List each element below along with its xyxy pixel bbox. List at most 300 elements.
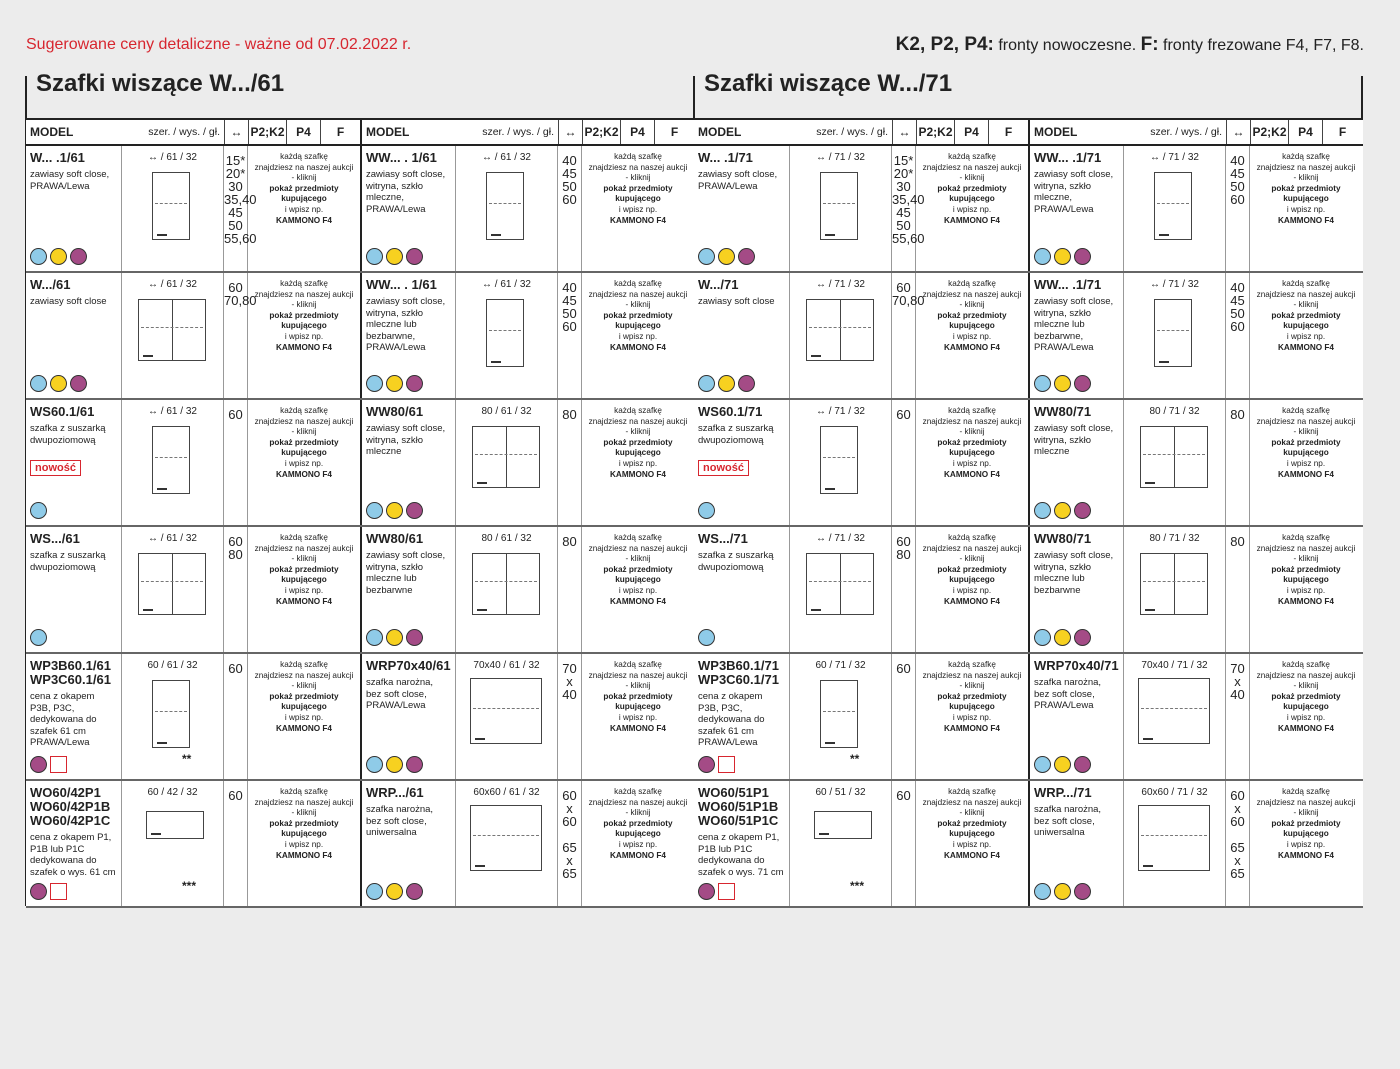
auction-note-line: - kliknij <box>625 173 651 183</box>
table-row <box>694 146 1363 273</box>
auction-note <box>582 400 694 525</box>
dimensions-label: 80 / 61 / 32 <box>481 533 532 544</box>
auction-note-line: kupującego <box>281 448 327 458</box>
model-description: szafka z suszarką dwupoziomową <box>698 550 774 573</box>
front-color-icons <box>698 375 755 392</box>
auction-note-line: KAMMONO F4 <box>1278 850 1334 860</box>
model-name: WS60.1/71 <box>698 404 763 419</box>
drawing-cell <box>456 146 558 271</box>
column-dimensions: szer. / wys. / gł. <box>1150 126 1222 138</box>
auction-note-line: KAMMONO F4 <box>610 342 666 352</box>
auction-note-line: kupującego <box>615 194 661 204</box>
dimensions-label: 80 / 71 / 32 <box>1149 533 1200 544</box>
model-name: WS.../61 <box>30 531 80 546</box>
auction-note-line: KAMMONO F4 <box>610 723 666 733</box>
auction-note-line: kupującego <box>281 829 327 839</box>
door-split <box>506 554 507 614</box>
table-row <box>694 400 1363 527</box>
front-color-icons <box>30 375 87 392</box>
model-description: zawiasy soft close, witryna, szkło mleczne lub bezbarwne <box>1034 550 1114 596</box>
front-type-b-icon <box>30 502 47 519</box>
auction-note <box>582 781 694 906</box>
auction-note-line: - kliknij <box>291 808 317 818</box>
model-cell <box>694 146 790 271</box>
model-cell <box>1028 654 1124 779</box>
front-color-icons <box>1034 883 1091 900</box>
drawing-cell <box>122 527 224 652</box>
auction-note <box>248 781 360 906</box>
width-values: 80 <box>1226 400 1250 525</box>
table-row <box>694 654 1363 781</box>
auction-note-line: znajdziesz na naszej aukcji <box>588 416 688 426</box>
auction-note-line: każdą szafkę <box>948 152 996 161</box>
dimensions-label: ↔ / 71 / 32 <box>1150 152 1199 163</box>
column-width-icon: ↔ <box>558 120 582 144</box>
front-type-y-icon <box>386 883 403 900</box>
handle <box>1145 482 1155 484</box>
auction-note-line: i wpisz np. <box>1286 204 1326 214</box>
front-type-y-icon <box>386 756 403 773</box>
model-name: WO60/51P1 WO60/51P1B WO60/51P1C <box>698 785 779 828</box>
model-name: W... .1/71 <box>698 150 753 165</box>
dimensions-label: ↔ / 61 / 32 <box>148 152 197 163</box>
column-p4: P4 <box>954 120 988 144</box>
column-p2k2: P2;K2 <box>1250 120 1288 144</box>
drawing-cell <box>456 527 558 652</box>
auction-note-line: kupującego <box>281 321 327 331</box>
handle <box>157 488 167 490</box>
width-values: 15* 20* 30 35,40 45 50 55,60 <box>892 146 916 271</box>
model-description: zawiasy soft close, witryna, szkło mleczne lub bezbarwne <box>366 550 446 596</box>
auction-note-line: KAMMONO F4 <box>944 342 1000 352</box>
width-values: 80 <box>1226 527 1250 652</box>
shelf-line <box>155 457 187 458</box>
shelf-line <box>141 327 203 328</box>
cabinet-drawing <box>806 553 874 615</box>
front-type-b-icon <box>366 375 383 392</box>
cabinet-drawing <box>486 299 524 367</box>
model-cell <box>26 654 122 779</box>
auction-note-line: pokaż przedmioty <box>937 183 1007 193</box>
model-cell <box>1028 400 1124 525</box>
auction-note-line: i wpisz np. <box>284 458 324 468</box>
auction-note-line: - kliknij <box>625 300 651 310</box>
auction-note-line: i wpisz np. <box>952 585 992 595</box>
auction-note-line: znajdziesz na naszej aukcji <box>922 162 1022 172</box>
model-cell <box>360 273 456 398</box>
auction-note-line: KAMMONO F4 <box>1278 342 1334 352</box>
shelf-line <box>489 330 521 331</box>
model-cell <box>694 400 790 525</box>
auction-note-line: pokaż przedmioty <box>603 818 673 828</box>
shelf-line <box>1141 708 1207 709</box>
cabinet-drawing <box>1140 426 1208 488</box>
front-type-b-icon <box>698 502 715 519</box>
auction-note-line: - kliknij <box>959 808 985 818</box>
cabinet-drawing <box>1138 805 1210 871</box>
shelf-line <box>475 581 537 582</box>
auction-note <box>916 273 1028 398</box>
auction-note <box>1250 781 1362 906</box>
model-description: cena z okapem P1, P1B lub P1C dedykowana do szafek o wys. 61 cm <box>30 832 116 878</box>
auction-note-line: pokaż przedmioty <box>1271 818 1341 828</box>
model-name: WW80/61 <box>366 531 424 546</box>
auction-note-line: i wpisz np. <box>1286 585 1326 595</box>
cabinet-drawing <box>138 299 206 361</box>
auction-note-line: kupującego <box>1283 575 1329 585</box>
auction-note-line: i wpisz np. <box>952 204 992 214</box>
shelf-line <box>809 327 871 328</box>
shelf-line <box>141 581 203 582</box>
width-values: 40 45 50 60 <box>558 273 582 398</box>
auction-note <box>248 654 360 779</box>
new-badge: nowość <box>698 460 749 476</box>
width-values: 60 x 60 65 x 65 <box>1226 781 1250 906</box>
auction-note-line: KAMMONO F4 <box>610 850 666 860</box>
front-type-b-icon <box>698 629 715 646</box>
dimensions-label: 60 / 42 / 32 <box>147 787 198 798</box>
front-type-p-icon <box>698 756 715 773</box>
legend-codes-milled: F: <box>1140 34 1159 55</box>
auction-note-line: pokaż przedmioty <box>269 183 339 193</box>
front-type-b-icon <box>30 248 47 265</box>
front-color-icons <box>698 629 715 646</box>
auction-note-line: KAMMONO F4 <box>276 342 332 352</box>
auction-note <box>248 527 360 652</box>
model-name: W.../61 <box>30 277 71 292</box>
auction-note-line: każdą szafkę <box>614 406 662 415</box>
front-color-icons <box>366 248 423 265</box>
auction-note-line: każdą szafkę <box>1282 406 1330 415</box>
auction-note-line: znajdziesz na naszej aukcji <box>588 162 688 172</box>
door-split <box>506 427 507 487</box>
front-type-p-icon <box>70 375 87 392</box>
shelf-line <box>1157 203 1189 204</box>
drawing-cell <box>790 400 892 525</box>
cabinet-drawing <box>138 553 206 615</box>
front-type-p-icon <box>698 883 715 900</box>
auction-note <box>1250 273 1362 398</box>
shelf-line <box>1143 454 1205 455</box>
auction-note <box>582 654 694 779</box>
front-type-b-icon <box>1034 375 1051 392</box>
width-values: 15* 20* 30 35,40 45 50 55,60 <box>224 146 248 271</box>
width-values: 40 45 50 60 <box>558 146 582 271</box>
column-dimensions: szer. / wys. / gł. <box>816 126 888 138</box>
door-split <box>1174 554 1175 614</box>
handle <box>825 234 835 236</box>
dimensions-label: 70x40 / 61 / 32 <box>473 660 540 671</box>
handle <box>151 833 161 835</box>
front-type-p-icon <box>1074 502 1091 519</box>
auction-note-line: każdą szafkę <box>948 660 996 669</box>
front-type-p-icon <box>1074 883 1091 900</box>
handle <box>491 361 501 363</box>
handle <box>819 833 829 835</box>
column-model: MODEL <box>360 120 456 144</box>
model-description: zawiasy soft close, witryna, szkło mleczne <box>1034 423 1114 457</box>
auction-note-line: KAMMONO F4 <box>944 469 1000 479</box>
auction-note <box>582 273 694 398</box>
model-name: WRP.../71 <box>1034 785 1092 800</box>
dimensions-label: ↔ / 61 / 32 <box>482 152 531 163</box>
front-color-icons <box>30 502 47 519</box>
auction-note-line: każdą szafkę <box>1282 787 1330 796</box>
width-values: 60 <box>224 654 248 779</box>
auction-note-line: znajdziesz na naszej aukcji <box>1256 416 1356 426</box>
auction-note-line: - kliknij <box>959 554 985 564</box>
front-type-y-icon <box>1054 629 1071 646</box>
auction-note-line: znajdziesz na naszej aukcji <box>922 670 1022 680</box>
width-values: 60 80 <box>224 527 248 652</box>
handle <box>475 738 485 740</box>
auction-note-line: pokaż przedmioty <box>1271 183 1341 193</box>
model-cell <box>360 781 456 906</box>
width-values: 80 <box>558 400 582 525</box>
drawing-cell <box>1124 146 1226 271</box>
shelf-line <box>1143 581 1205 582</box>
column-model: MODEL <box>1028 120 1124 144</box>
dimensions-label: ↔ / 61 / 32 <box>148 279 197 290</box>
cabinet-drawing <box>806 299 874 361</box>
handle <box>1143 738 1153 740</box>
front-color-icons <box>30 248 87 265</box>
section-title-71: Szafki wiszące W.../71 <box>704 70 953 97</box>
column-width-icon: ↔ <box>892 120 916 144</box>
model-description: zawiasy soft close, witryna, szkło mleczne, PRAWA/Lewa <box>1034 169 1114 215</box>
auction-note-line: kupującego <box>1283 448 1329 458</box>
auction-note-line: pokaż przedmioty <box>1271 310 1341 320</box>
auction-note-line: kupującego <box>1283 829 1329 839</box>
auction-note-line: - kliknij <box>959 681 985 691</box>
auction-note-line: znajdziesz na naszej aukcji <box>922 543 1022 553</box>
auction-note-line: i wpisz np. <box>618 331 658 341</box>
cabinet-drawing <box>472 553 540 615</box>
auction-note-line: i wpisz np. <box>618 585 658 595</box>
cabinet-drawing <box>820 426 858 494</box>
column-model: MODEL <box>698 125 742 139</box>
shelf-line <box>473 708 539 709</box>
auction-note-line: kupującego <box>949 194 995 204</box>
auction-note-line: KAMMONO F4 <box>944 850 1000 860</box>
model-cell <box>694 527 790 652</box>
auction-note-line: każdą szafkę <box>1282 533 1330 542</box>
shelf-line <box>155 203 187 204</box>
front-type-b-icon <box>30 629 47 646</box>
front-type-y-icon <box>386 248 403 265</box>
front-type-y-icon <box>386 502 403 519</box>
front-type-y-icon <box>50 248 67 265</box>
table-header <box>694 120 1363 146</box>
auction-note-line: i wpisz np. <box>952 458 992 468</box>
auction-note-line: znajdziesz na naszej aukcji <box>588 289 688 299</box>
front-type-p-icon <box>1074 375 1091 392</box>
front-type-y-icon <box>1054 248 1071 265</box>
front-type-b-icon <box>366 629 383 646</box>
auction-note <box>916 654 1028 779</box>
auction-note-line: kupującego <box>1283 194 1329 204</box>
auction-note-line: kupującego <box>615 575 661 585</box>
drawing-cell <box>122 400 224 525</box>
auction-note-line: - kliknij <box>1293 173 1319 183</box>
auction-note-line: kupującego <box>615 829 661 839</box>
footnote-stars: *** <box>182 879 197 893</box>
door-split <box>840 554 841 614</box>
auction-note-line: znajdziesz na naszej aukcji <box>1256 162 1356 172</box>
front-type-b-icon <box>30 375 47 392</box>
auction-note-line: i wpisz np. <box>1286 331 1326 341</box>
auction-note-line: i wpisz np. <box>618 204 658 214</box>
auction-note <box>916 400 1028 525</box>
front-type-b-icon <box>366 883 383 900</box>
auction-note-line: kupującego <box>281 702 327 712</box>
column-f: F <box>654 120 694 144</box>
model-description: cena z okapem P3B, P3C, dedykowana do szafek 61 cm PRAWA/Lewa <box>30 691 97 748</box>
drawing-cell <box>790 781 892 906</box>
auction-note-line: kupującego <box>949 829 995 839</box>
dimensions-label: 60 / 51 / 32 <box>815 787 866 798</box>
auction-note-line: i wpisz np. <box>1286 458 1326 468</box>
auction-note-line: pokaż przedmioty <box>603 437 673 447</box>
model-name: WW80/71 <box>1034 531 1092 546</box>
model-description: zawiasy soft close, PRAWA/Lewa <box>30 169 110 192</box>
model-cell <box>360 400 456 525</box>
model-name: WO60/42P1 WO60/42P1B WO60/42P1C <box>30 785 111 828</box>
drawing-cell <box>456 400 558 525</box>
model-cell <box>694 273 790 398</box>
auction-note <box>582 146 694 271</box>
drawing-cell <box>790 273 892 398</box>
auction-note-line: KAMMONO F4 <box>944 596 1000 606</box>
drawing-cell <box>1124 273 1226 398</box>
auction-note-line: i wpisz np. <box>952 712 992 722</box>
width-values: 70 x 40 <box>1226 654 1250 779</box>
front-color-icons <box>698 756 735 773</box>
legend-text-milled: fronty frezowane F4, F7, F8. <box>1158 37 1364 54</box>
model-name: WW... . 1/61 <box>366 277 437 292</box>
dimensions-label: 80 / 61 / 32 <box>481 406 532 417</box>
front-type-p-icon <box>406 756 423 773</box>
handle <box>157 742 167 744</box>
auction-note-line: pokaż przedmioty <box>937 691 1007 701</box>
model-cell <box>1028 781 1124 906</box>
legend-codes-modern: K2, P2, P4: <box>895 34 994 55</box>
model-description: szafka z suszarką dwupoziomową <box>30 423 106 446</box>
auction-note-line: KAMMONO F4 <box>610 469 666 479</box>
auction-note-line: - kliknij <box>1293 808 1319 818</box>
shelf-line <box>155 711 187 712</box>
auction-note-line: kupującego <box>1283 702 1329 712</box>
auction-note-line: - kliknij <box>1293 681 1319 691</box>
auction-note-line: znajdziesz na naszej aukcji <box>254 797 354 807</box>
auction-note-line: każdą szafkę <box>614 152 662 161</box>
auction-note <box>1250 527 1362 652</box>
front-type-b-icon <box>1034 502 1051 519</box>
auction-note-line: i wpisz np. <box>284 585 324 595</box>
auction-note-line: każdą szafkę <box>280 787 328 796</box>
width-values: 60 x 60 65 x 65 <box>558 781 582 906</box>
model-description: zawiasy soft close, witryna, szkło mleczne, PRAWA/Lewa <box>366 169 446 215</box>
front-color-icons <box>1034 375 1091 392</box>
cabinet-drawing <box>1140 553 1208 615</box>
auction-note-line: każdą szafkę <box>614 533 662 542</box>
auction-note <box>248 400 360 525</box>
front-type-b-icon <box>1034 883 1051 900</box>
table-row <box>26 400 695 527</box>
auction-note-line: każdą szafkę <box>948 787 996 796</box>
dimensions-label: 60 / 71 / 32 <box>815 660 866 671</box>
shelf-line <box>823 711 855 712</box>
auction-note-line: kupującego <box>949 575 995 585</box>
model-cell <box>694 654 790 779</box>
auction-note-line: - kliknij <box>625 427 651 437</box>
auction-note-line: - kliknij <box>1293 427 1319 437</box>
auction-note-line: pokaż przedmioty <box>937 564 1007 574</box>
handle <box>157 234 167 236</box>
model-description: zawiasy soft close, witryna, szkło mleczne lub bezbarwne, PRAWA/Lewa <box>1034 296 1114 353</box>
auction-note-line: kupującego <box>615 321 661 331</box>
model-name: WS.../71 <box>698 531 748 546</box>
width-values: 60 <box>224 781 248 906</box>
auction-note <box>916 781 1028 906</box>
auction-note <box>248 273 360 398</box>
auction-note-line: znajdziesz na naszej aukcji <box>254 416 354 426</box>
product-table-0 <box>26 118 695 908</box>
model-cell <box>360 146 456 271</box>
auction-note-line: każdą szafkę <box>948 533 996 542</box>
handle <box>811 355 821 357</box>
auction-note-line: pokaż przedmioty <box>269 818 339 828</box>
column-p4: P4 <box>1288 120 1322 144</box>
auction-note-line: znajdziesz na naszej aukcji <box>588 670 688 680</box>
model-description: zawiasy soft close, PRAWA/Lewa <box>698 169 778 192</box>
door-split <box>172 300 173 360</box>
footnote-stars: *** <box>850 879 865 893</box>
width-values: 60 70,80 <box>892 273 916 398</box>
handle <box>825 742 835 744</box>
auction-note-line: pokaż przedmioty <box>269 310 339 320</box>
model-name: WW80/61 <box>366 404 424 419</box>
model-name: WW... .1/71 <box>1034 150 1102 165</box>
shelf-line <box>809 581 871 582</box>
auction-note-line: - kliknij <box>1293 300 1319 310</box>
auction-note-line: znajdziesz na naszej aukcji <box>922 797 1022 807</box>
front-color-icons <box>366 629 423 646</box>
drawing-cell <box>122 654 224 779</box>
table-row <box>694 781 1363 908</box>
cabinet-drawing <box>1154 299 1192 367</box>
front-type-b-icon <box>366 248 383 265</box>
model-description: szafka narożna, bez soft close, PRAWA/Lewa <box>366 677 434 711</box>
front-color-icons <box>366 756 423 773</box>
front-type-p-icon <box>406 375 423 392</box>
auction-note-line: KAMMONO F4 <box>944 723 1000 733</box>
front-type-p-icon <box>30 883 47 900</box>
handle <box>1145 609 1155 611</box>
auction-note-line: każdą szafkę <box>280 279 328 288</box>
drawing-cell <box>122 781 224 906</box>
shelf-line <box>475 454 537 455</box>
handle <box>477 482 487 484</box>
model-cell <box>1028 273 1124 398</box>
auction-note-line: - kliknij <box>959 173 985 183</box>
dimensions-label: 70x40 / 71 / 32 <box>1141 660 1208 671</box>
column-p2k2: P2;K2 <box>248 120 286 144</box>
front-type-b-icon <box>1034 248 1051 265</box>
handle <box>1143 865 1153 867</box>
auction-note-line: kupującego <box>281 575 327 585</box>
handle <box>143 609 153 611</box>
